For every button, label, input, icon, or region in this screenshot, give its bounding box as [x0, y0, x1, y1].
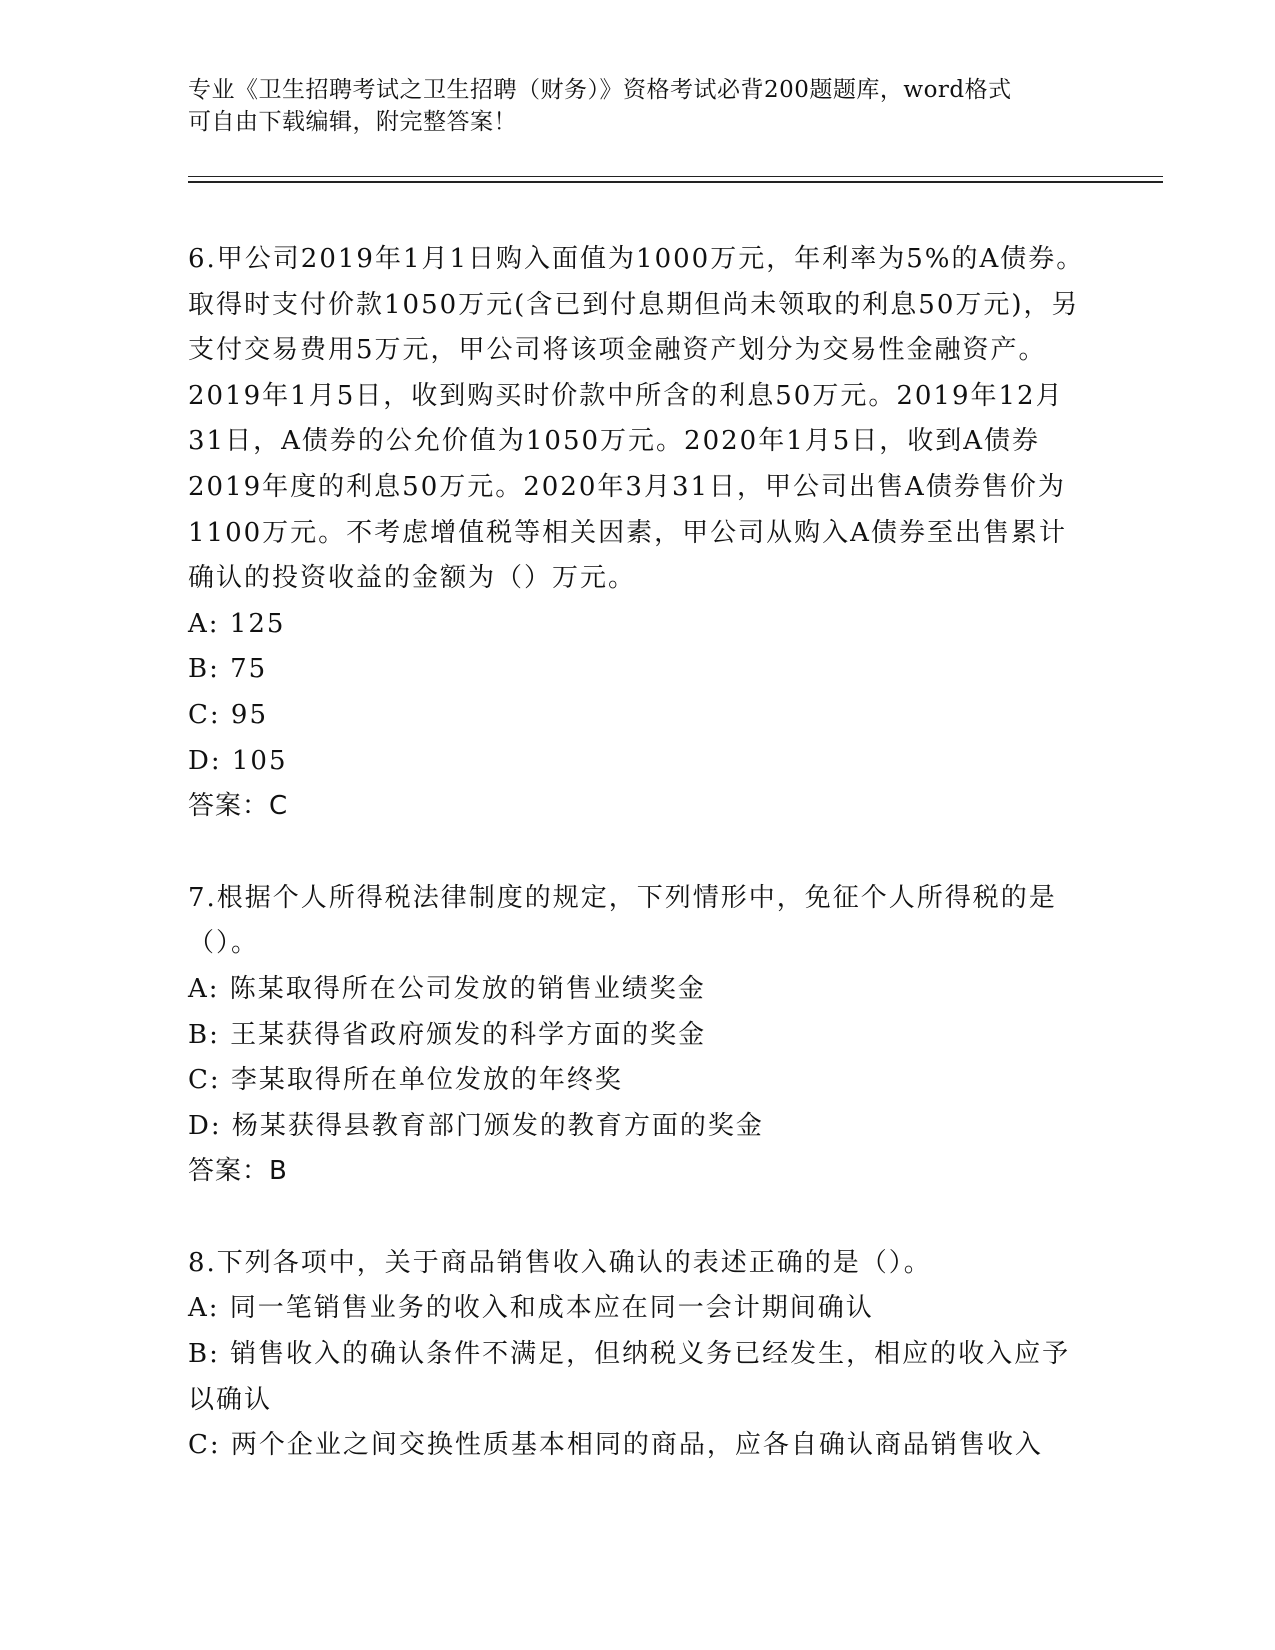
option-c: C: 95: [188, 699, 269, 730]
option-a: A: 同一笔销售业务的收入和成本应在同一会计期间确认: [188, 1293, 874, 1324]
option-d: D: 杨某获得县教育部门颁发的教育方面的奖金: [188, 1110, 764, 1141]
question-6: [188, 237, 1088, 830]
header-line-2: 可自由下载编辑，附完整答案！: [188, 109, 517, 135]
question-text: 7.根据个人所得税法律制度的规定，下列情形中，免征个人所得税的是（）。: [188, 882, 1057, 959]
header-divider-top: [188, 176, 1163, 177]
question-text: 6.甲公司2019年1月1日购入面值为1000万元，年利率为5%的A债券。取得时支付价款1050万元(含已到付息期但尚未领取的利息50万元)，另支付交易费用5万元，甲公司将该项金融资产划分为交易性金融资产。2019年1月5日，收到购买时价款中所含的利息50万元。2019年12月31日，A债券的公允价值为1050万元。2020年1月5日，收到A债券2019年度的利息50万元。2020年3月31日，甲公司出售A债券售价为1100万元。不考虑增值税等相关因素，甲公司从购入A债券至出售累计确认的投资收益的金额为（）万元。: [188, 244, 1085, 594]
option-a: A: 陈某取得所在公司发放的销售业绩奖金: [188, 973, 706, 1004]
question-8: [188, 1241, 1088, 1469]
option-b: B: 75: [188, 654, 268, 685]
document-header: [188, 74, 1068, 138]
question-7: [188, 876, 1088, 1195]
header-divider-bottom: [188, 181, 1163, 183]
header-line-1: 专业《卫生招聘考试之卫生招聘（财务）》资格考试必背200题题库，word格式: [188, 77, 1012, 103]
answer: 答案：B: [188, 1156, 288, 1187]
question-spacer: [188, 1195, 1088, 1241]
answer: 答案：C: [188, 791, 289, 822]
option-d: D: 105: [188, 745, 288, 776]
option-c: C: 两个企业之间交换性质基本相同的商品，应各自确认商品销售收入: [188, 1430, 1043, 1461]
option-b: B: 王某获得省政府颁发的科学方面的奖金: [188, 1019, 707, 1050]
option-c: C: 李某取得所在单位发放的年终奖: [188, 1065, 623, 1096]
question-spacer: [188, 830, 1088, 876]
option-b: B: 销售收入的确认条件不满足，但纳税义务已经发生，相应的收入应予以确认: [188, 1339, 1071, 1415]
question-text: 8.下列各项中，关于商品销售收入确认的表述正确的是（）。: [188, 1247, 932, 1278]
question-list: [188, 237, 1088, 1469]
option-a: A: 125: [188, 608, 286, 639]
